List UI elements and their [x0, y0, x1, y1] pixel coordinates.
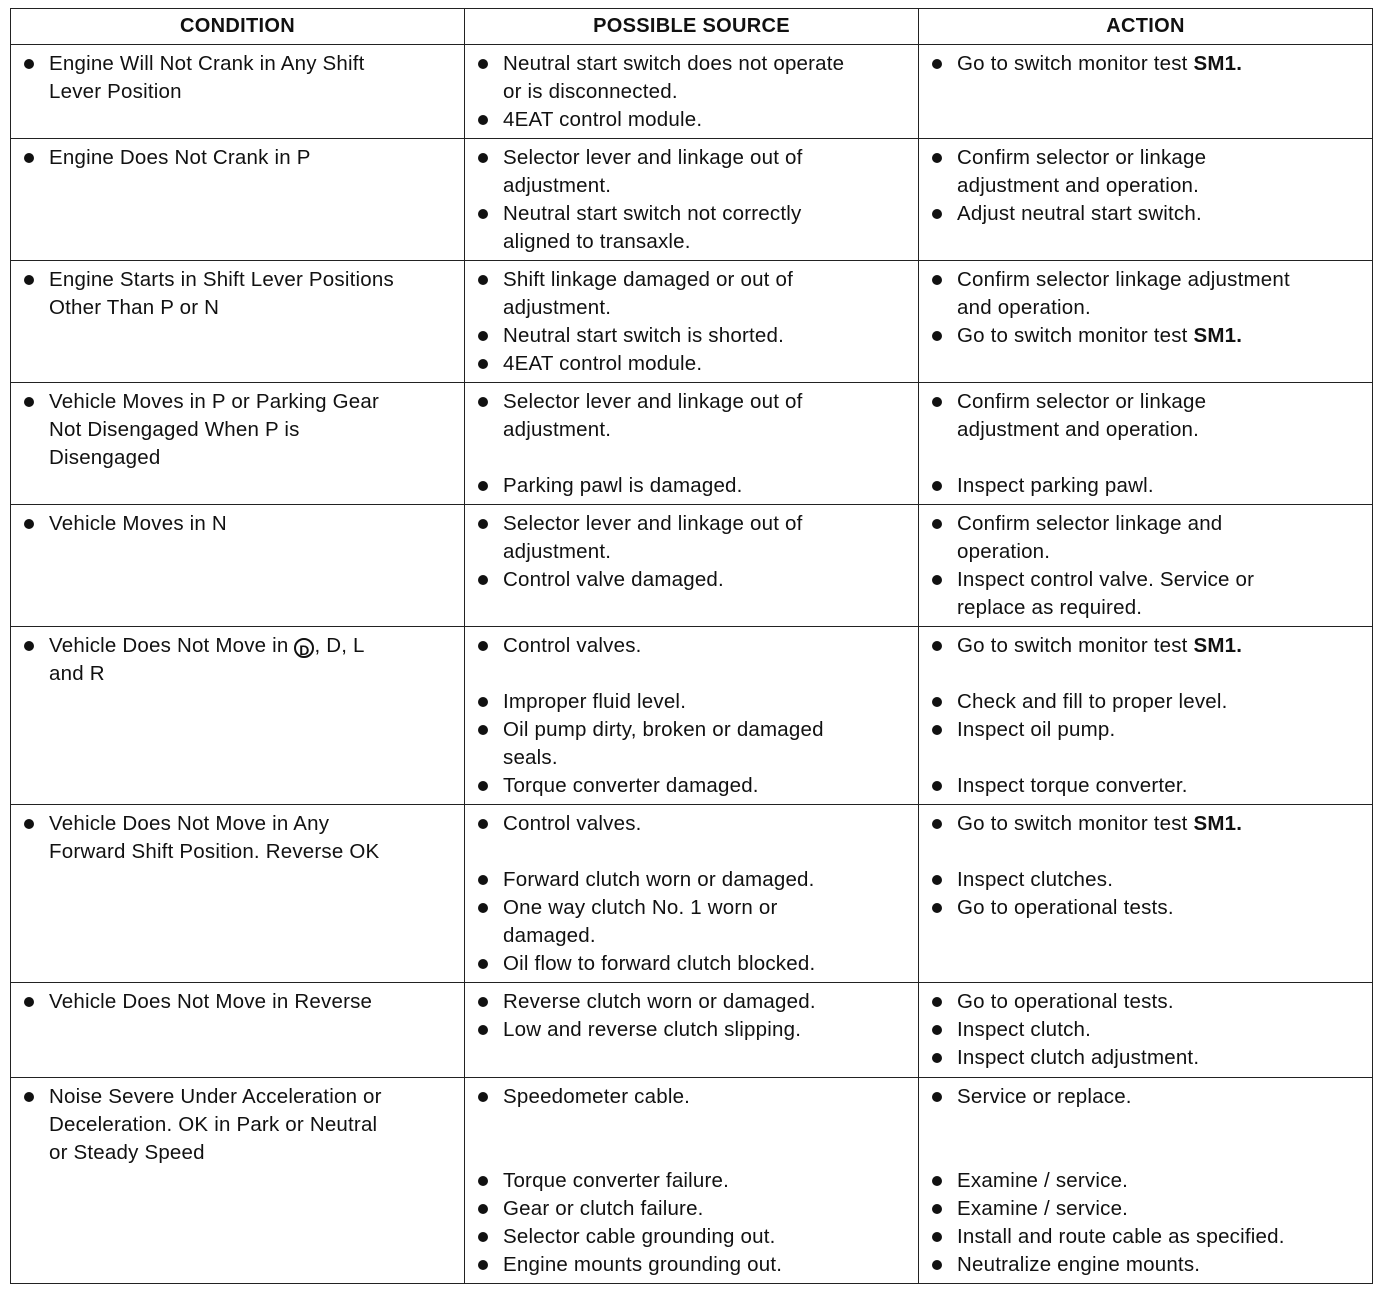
line-text: Selector cable grounding out. — [503, 1225, 776, 1248]
cell-line — [465, 810, 918, 838]
line-text: Improper fluid level. — [503, 690, 687, 713]
cell-content — [465, 1078, 918, 1282]
line-text: adjustment. — [503, 296, 612, 319]
cell-line — [465, 1195, 918, 1223]
cell-content — [465, 505, 918, 625]
cell-line — [465, 266, 918, 294]
bullet-icon — [24, 641, 34, 651]
header-condition: CONDITION — [11, 9, 465, 45]
line-text: Confirm selector or linkage — [957, 146, 1207, 169]
cell-line — [465, 538, 918, 566]
bullet-icon — [932, 1025, 942, 1035]
line-text: adjustment. — [503, 540, 612, 563]
line-text: Torque converter damaged. — [503, 774, 759, 797]
line-text: Install and route cable as specified. — [957, 1225, 1285, 1248]
line-text: Confirm selector linkage adjustment — [957, 268, 1290, 291]
line-text: Neutral start switch is shorted. — [503, 324, 784, 347]
bullet-icon — [478, 781, 488, 791]
line-text: Neutral start switch not correctly — [503, 202, 802, 225]
bullet-icon — [478, 1025, 488, 1035]
cell-line — [11, 988, 464, 1016]
cell-line — [11, 294, 464, 322]
action-cell — [919, 983, 1373, 1078]
cell-line — [465, 988, 918, 1016]
table-row — [11, 383, 1373, 505]
cell-content — [465, 383, 918, 503]
bullet-icon — [932, 519, 942, 529]
cell-content — [919, 627, 1372, 803]
line-text: Shift linkage damaged or out of — [503, 268, 793, 291]
condition-cell — [11, 383, 465, 505]
bullet-icon — [932, 903, 942, 913]
bullet-icon — [478, 59, 488, 69]
line-text: Neutral start switch does not operate — [503, 52, 845, 75]
cell-line — [465, 172, 918, 200]
cell-content — [919, 505, 1372, 625]
test-code: SM1. — [1193, 812, 1243, 835]
bullet-icon — [932, 875, 942, 885]
bullet-icon — [478, 209, 488, 219]
cell-line — [465, 950, 918, 978]
table-row — [11, 45, 1373, 139]
cell-content — [465, 139, 918, 259]
cell-content — [919, 139, 1372, 259]
cell-line — [11, 660, 464, 688]
line-text: aligned to transaxle. — [503, 230, 691, 253]
bullet-icon — [932, 725, 942, 735]
bullet-icon — [932, 1260, 942, 1270]
line-text: Oil flow to forward clutch blocked. — [503, 952, 816, 975]
line-text: 4EAT control module. — [503, 108, 703, 131]
cell-content — [11, 261, 464, 381]
cell-content — [11, 983, 464, 1076]
line-text: Deceleration. OK in Park or Neutral — [49, 1113, 378, 1136]
cell-content — [465, 45, 918, 137]
condition-cell — [11, 139, 465, 261]
table-row — [11, 627, 1373, 805]
bullet-icon — [932, 331, 942, 341]
cell-line — [919, 632, 1372, 660]
bullet-icon — [932, 275, 942, 285]
cell-line — [465, 744, 918, 772]
line-text: Inspect oil pump. — [957, 718, 1116, 741]
line-text: Confirm selector or linkage — [957, 390, 1207, 413]
cell-line — [919, 172, 1372, 200]
line-text: Inspect clutches. — [957, 868, 1114, 891]
condition-cell — [11, 983, 465, 1078]
cell-content — [465, 261, 918, 381]
cell-line — [11, 1111, 464, 1139]
cell-line — [919, 1016, 1372, 1044]
cell-line — [465, 350, 918, 378]
cell-content — [919, 45, 1372, 137]
line-text: Examine / service. — [957, 1169, 1129, 1192]
cell-line — [465, 78, 918, 106]
cell-line — [11, 1083, 464, 1111]
cell-content — [11, 805, 464, 981]
cell-content — [465, 983, 918, 1076]
cell-line — [919, 1195, 1372, 1223]
bullet-icon — [478, 903, 488, 913]
bullet-icon — [932, 209, 942, 219]
bullet-icon — [932, 697, 942, 707]
cell-line — [465, 1223, 918, 1251]
bullet-icon — [24, 153, 34, 163]
cell-line — [465, 1016, 918, 1044]
bullet-icon — [478, 959, 488, 969]
line-text: Vehicle Does Not Move in Any — [49, 812, 330, 835]
line-text: adjustment. — [503, 174, 612, 197]
header-action: ACTION — [919, 9, 1373, 45]
line-text: Engine Will Not Crank in Any Shift — [49, 52, 365, 75]
cell-line — [465, 294, 918, 322]
cell-line — [919, 866, 1372, 894]
circled-d-icon: D — [294, 638, 314, 658]
bullet-icon — [932, 781, 942, 791]
bullet-icon — [478, 875, 488, 885]
cell-line — [919, 688, 1372, 716]
line-text: operation. — [957, 540, 1051, 563]
bullet-icon — [478, 397, 488, 407]
line-text: Forward Shift Position. Reverse OK — [49, 840, 380, 863]
possible-source-cell — [465, 505, 919, 627]
line-text: Go to operational tests. — [957, 990, 1174, 1013]
cell-line — [11, 510, 464, 538]
cell-line — [465, 106, 918, 134]
bullet-icon — [478, 641, 488, 651]
condition-cell — [11, 505, 465, 627]
cell-line — [919, 1167, 1372, 1195]
cell-line — [465, 200, 918, 228]
bullet-icon — [24, 519, 34, 529]
condition-cell — [11, 1078, 465, 1284]
cell-line — [919, 894, 1372, 922]
line-text: Service or replace. — [957, 1085, 1132, 1108]
cell-line — [919, 1251, 1372, 1279]
cell-line — [919, 510, 1372, 538]
action-cell — [919, 45, 1373, 139]
cell-content — [919, 805, 1372, 981]
possible-source-cell — [465, 805, 919, 983]
bullet-icon — [24, 275, 34, 285]
cell-line — [11, 444, 464, 472]
table-row — [11, 1078, 1373, 1284]
cell-line — [11, 1139, 464, 1167]
line-text: Lever Position — [49, 80, 182, 103]
bullet-icon — [24, 397, 34, 407]
cell-line — [465, 866, 918, 894]
cell-content — [919, 983, 1372, 1076]
cell-content — [11, 139, 464, 259]
possible-source-cell — [465, 383, 919, 505]
line-text: Not Disengaged When P is — [49, 418, 300, 441]
line-text: Gear or clutch failure. — [503, 1197, 704, 1220]
cell-content — [11, 45, 464, 137]
possible-source-cell — [465, 45, 919, 139]
line-text: One way clutch No. 1 worn or — [503, 896, 778, 919]
cell-line — [465, 510, 918, 538]
line-text: Disengaged — [49, 446, 161, 469]
cell-content — [919, 383, 1372, 503]
cell-content — [11, 383, 464, 503]
cell-line — [919, 294, 1372, 322]
cell-line — [465, 566, 918, 594]
line-text: adjustment and operation. — [957, 174, 1200, 197]
bullet-icon — [932, 641, 942, 651]
bullet-icon — [478, 575, 488, 585]
bullet-icon — [478, 1176, 488, 1186]
cell-content — [919, 261, 1372, 381]
bullet-icon — [478, 1092, 488, 1102]
bullet-icon — [932, 1232, 942, 1242]
cell-line — [465, 416, 918, 444]
line-text: Torque converter failure. — [503, 1169, 730, 1192]
action-cell — [919, 805, 1373, 983]
line-text: damaged. — [503, 924, 596, 947]
line-text: Neutralize engine mounts. — [957, 1253, 1201, 1276]
cell-line — [919, 594, 1372, 622]
bullet-icon — [478, 331, 488, 341]
cell-line — [11, 632, 464, 660]
bullet-icon — [478, 275, 488, 285]
bullet-icon — [932, 819, 942, 829]
bullet-icon — [478, 115, 488, 125]
cell-line — [11, 144, 464, 172]
cell-line — [465, 1167, 918, 1195]
line-text: 4EAT control module. — [503, 352, 703, 375]
line-text: Go to operational tests. — [957, 896, 1174, 919]
diagnosis-table — [10, 8, 1373, 1284]
cell-line — [919, 538, 1372, 566]
cell-line — [465, 322, 918, 350]
line-text: Selector lever and linkage out of — [503, 146, 803, 169]
bullet-icon — [478, 481, 488, 491]
line-text: Inspect clutch adjustment. — [957, 1046, 1200, 1069]
line-text: adjustment. — [503, 418, 612, 441]
test-code: SM1. — [1193, 324, 1243, 347]
possible-source-cell — [465, 983, 919, 1078]
cell-line — [919, 1044, 1372, 1072]
action-cell — [919, 627, 1373, 805]
cell-line — [11, 266, 464, 294]
condition-cell — [11, 45, 465, 139]
cell-line — [465, 894, 918, 922]
line-text: Go to switch monitor test — [957, 52, 1194, 75]
line-text: Control valve damaged. — [503, 568, 724, 591]
line-text: Vehicle Does Not Move in Reverse — [49, 990, 373, 1013]
cell-line — [919, 50, 1372, 78]
action-cell — [919, 383, 1373, 505]
line-text: Go to switch monitor test — [957, 634, 1194, 657]
line-text: and R — [49, 662, 105, 685]
bullet-icon — [932, 1092, 942, 1102]
line-text: or Steady Speed — [49, 1141, 205, 1164]
cell-line — [919, 772, 1372, 800]
cell-line — [919, 200, 1372, 228]
cell-line — [11, 810, 464, 838]
action-cell — [919, 1078, 1373, 1284]
table-body — [11, 45, 1373, 1284]
line-text: Vehicle Does Not Move in — [49, 634, 295, 657]
possible-source-cell — [465, 1078, 919, 1284]
cell-line — [465, 228, 918, 256]
line-text: Control valves. — [503, 812, 642, 835]
line-text: Parking pawl is damaged. — [503, 474, 743, 497]
diagnosis-chart-sheet — [10, 8, 1372, 1286]
cell-line — [919, 716, 1372, 744]
line-text: Noise Severe Under Acceleration or — [49, 1085, 382, 1108]
action-cell — [919, 505, 1373, 627]
test-code: SM1. — [1193, 634, 1243, 657]
cell-line — [465, 388, 918, 416]
header-possible-source: POSSIBLE SOURCE — [465, 9, 919, 45]
cell-line — [919, 1083, 1372, 1111]
line-text: Engine Starts in Shift Lever Positions — [49, 268, 394, 291]
line-text: Selector lever and linkage out of — [503, 390, 803, 413]
bullet-icon — [932, 481, 942, 491]
condition-cell — [11, 261, 465, 383]
cell-line — [919, 266, 1372, 294]
line-text: Go to switch monitor test — [957, 324, 1194, 347]
bullet-icon — [24, 59, 34, 69]
line-text-after: , D, L — [314, 634, 365, 657]
table-row — [11, 805, 1373, 983]
bullet-icon — [932, 59, 942, 69]
cell-line — [465, 922, 918, 950]
cell-line — [465, 1251, 918, 1279]
cell-line — [919, 144, 1372, 172]
cell-line — [465, 472, 918, 500]
cell-line — [919, 810, 1372, 838]
cell-line — [919, 388, 1372, 416]
cell-line — [11, 838, 464, 866]
bullet-icon — [478, 725, 488, 735]
line-text: or is disconnected. — [503, 80, 678, 103]
line-text: Speedometer cable. — [503, 1085, 691, 1108]
line-text: seals. — [503, 746, 558, 769]
cell-content — [11, 505, 464, 625]
bullet-icon — [24, 819, 34, 829]
cell-line — [465, 632, 918, 660]
line-text: Control valves. — [503, 634, 642, 657]
line-text: Vehicle Moves in P or Parking Gear — [49, 390, 380, 413]
bullet-icon — [478, 519, 488, 529]
line-text: Confirm selector linkage and — [957, 512, 1223, 535]
possible-source-cell — [465, 627, 919, 805]
line-text: replace as required. — [957, 596, 1143, 619]
condition-cell — [11, 805, 465, 983]
cell-line — [11, 416, 464, 444]
bullet-icon — [932, 1176, 942, 1186]
cell-line — [465, 716, 918, 744]
bullet-icon — [478, 1204, 488, 1214]
bullet-icon — [478, 819, 488, 829]
line-text: Reverse clutch worn or damaged. — [503, 990, 816, 1013]
cell-content — [919, 1078, 1372, 1282]
bullet-icon — [932, 397, 942, 407]
line-text: Inspect parking pawl. — [957, 474, 1154, 497]
header-row — [11, 9, 1373, 45]
bullet-icon — [24, 1092, 34, 1102]
cell-line — [919, 988, 1372, 1016]
bullet-icon — [932, 997, 942, 1007]
bullet-icon — [478, 359, 488, 369]
action-cell — [919, 139, 1373, 261]
cell-line — [11, 388, 464, 416]
line-text: Engine Does Not Crank in P — [49, 146, 311, 169]
line-text: Engine mounts grounding out. — [503, 1253, 783, 1276]
line-text: Other Than P or N — [49, 296, 220, 319]
condition-cell — [11, 627, 465, 805]
cell-line — [919, 472, 1372, 500]
line-text: Low and reverse clutch slipping. — [503, 1018, 802, 1041]
line-text: Go to switch monitor test — [957, 812, 1194, 835]
bullet-icon — [478, 697, 488, 707]
table-row — [11, 505, 1373, 627]
bullet-icon — [932, 1204, 942, 1214]
cell-line — [919, 416, 1372, 444]
cell-content — [465, 805, 918, 981]
line-text: Inspect control valve. Service or — [957, 568, 1255, 591]
possible-source-cell — [465, 261, 919, 383]
cell-line — [465, 772, 918, 800]
line-text: Forward clutch worn or damaged. — [503, 868, 815, 891]
cell-content — [465, 627, 918, 803]
cell-line — [11, 50, 464, 78]
test-code: SM1. — [1193, 52, 1243, 75]
line-text: Adjust neutral start switch. — [957, 202, 1202, 225]
line-text: Examine / service. — [957, 1197, 1129, 1220]
bullet-icon — [932, 575, 942, 585]
table-row — [11, 139, 1373, 261]
line-text: adjustment and operation. — [957, 418, 1200, 441]
bullet-icon — [478, 997, 488, 1007]
line-text: Selector lever and linkage out of — [503, 512, 803, 535]
cell-line — [919, 1223, 1372, 1251]
cell-line — [919, 322, 1372, 350]
cell-line — [465, 50, 918, 78]
bullet-icon — [932, 153, 942, 163]
line-text: Oil pump dirty, broken or damaged — [503, 718, 824, 741]
bullet-icon — [478, 1232, 488, 1242]
bullet-icon — [932, 1053, 942, 1063]
bullet-icon — [24, 997, 34, 1007]
line-text: Inspect clutch. — [957, 1018, 1092, 1041]
cell-line — [919, 566, 1372, 594]
line-text: Vehicle Moves in N — [49, 512, 227, 535]
action-cell — [919, 261, 1373, 383]
line-text: Inspect torque converter. — [957, 774, 1188, 797]
cell-line — [465, 144, 918, 172]
cell-line — [465, 688, 918, 716]
cell-content — [11, 627, 464, 803]
table-row — [11, 261, 1373, 383]
cell-content — [11, 1078, 464, 1282]
possible-source-cell — [465, 139, 919, 261]
line-text: Check and fill to proper level. — [957, 690, 1228, 713]
line-text: and operation. — [957, 296, 1091, 319]
cell-line — [11, 78, 464, 106]
table-row — [11, 983, 1373, 1078]
bullet-icon — [478, 153, 488, 163]
bullet-icon — [478, 1260, 488, 1270]
cell-line — [465, 1083, 918, 1111]
